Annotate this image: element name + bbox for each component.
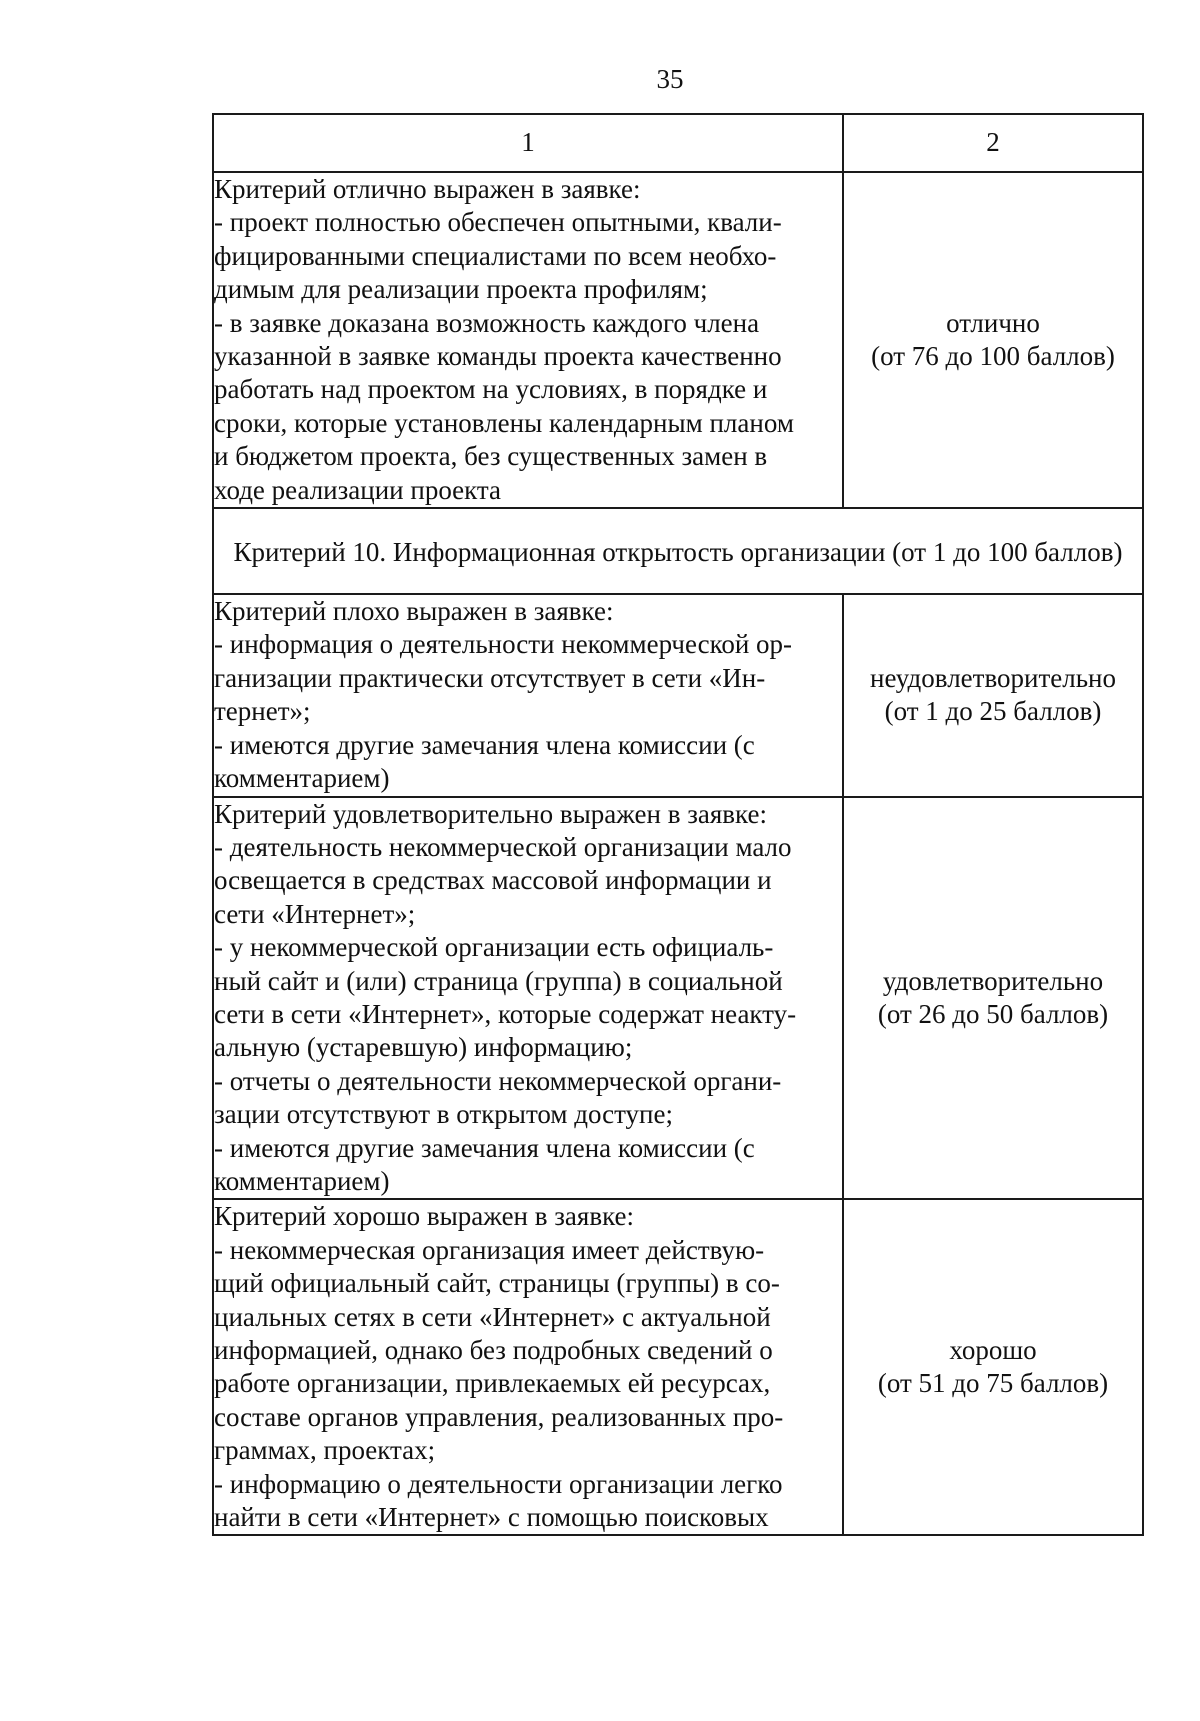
grade-range: (от 1 до 25 баллов) [884,696,1102,727]
criteria-table [212,113,1144,1536]
grade-cell [843,797,1143,1200]
criterion-line: найти в сети «Интернет» с помощью поисковых [214,1502,769,1533]
grade-cell [843,1199,1143,1535]
criterion-line: - некоммерческая организация имеет действую- [214,1234,765,1265]
table-row-excellent [213,172,1143,508]
criterion-line: комментарием) [214,763,390,794]
grade-label: удовлетворительно [882,965,1104,996]
criterion-line: фицированными специалистами по всем необхо- [214,240,777,271]
grade-label: отлично [946,307,1040,338]
criterion-line: зации отсутствуют в открытом доступе; [214,1099,673,1130]
criterion-line: ходе реализации проекта [214,474,502,505]
criterion-line: граммах, проектах; [214,1435,436,1466]
page-number: 35 [656,64,684,94]
criterion-line: тернет»; [214,696,311,727]
grade-cell [843,172,1143,508]
criterion-line: сети «Интернет»; [214,898,416,929]
header-col-2: 2 [843,114,1143,172]
criterion-line: работать над проектом на условиях, в порядке и [214,374,768,405]
criterion-line: освещается в средствах массовой информации и [214,865,772,896]
criterion-line: Критерий хорошо выражен в заявке: [214,1201,635,1232]
criterion-line: - в заявке доказана возможность каждого члена [214,307,760,338]
criterion-line: - деятельность некоммерческой организации мало [214,831,792,862]
grade-range: (от 51 до 75 баллов) [877,1368,1109,1399]
criterion-line: Критерий плохо выражен в заявке: [214,596,614,627]
criterion-line: и бюджетом проекта, без существенных замен в [214,441,768,472]
table-header-row [213,114,1143,172]
grade-label: хорошо [949,1335,1037,1365]
section-heading: Критерий 10. Информационная открытость организации (от 1 до 100 баллов) [213,508,1143,594]
criterion-line: сроки, которые установлены календарным планом [214,407,794,438]
header-col-1: 1 [213,114,843,172]
criterion-line: димым для реализации проекта профилям; [214,274,708,305]
criterion-description [213,594,843,796]
criterion-description [213,172,843,508]
criterion-line: - отчеты о деятельности некоммерческой органи- [214,1065,782,1096]
criterion-line: - имеются другие замечания члена комиссии (с [214,1132,755,1163]
criterion-line: информацией, однако без подробных сведений о [214,1335,773,1365]
grade-range: (от 76 до 100 баллов) [871,341,1115,372]
section-heading-row [213,508,1143,594]
table-row-satisfactory [213,797,1143,1200]
criterion-line: - проект полностью обеспечен опытными, квали- [214,207,782,238]
table-row-good [213,1199,1143,1535]
criterion-line: составе органов управления, реализованных про- [214,1401,784,1432]
criterion-line: Критерий отлично выражен в заявке: [214,174,641,204]
grade-label: неудовлетворительно [870,662,1116,693]
grade-cell [843,594,1143,796]
table-row-poor [213,594,1143,796]
criterion-line: - имеются другие замечания члена комиссии (с [214,729,755,760]
criterion-line: указанной в заявке команды проекта качественно [214,341,782,372]
criterion-line: - у некоммерческой организации есть официаль- [214,932,774,963]
criterion-line: щий официальный сайт, страницы (группы) в со- [214,1268,780,1299]
criterion-line: циальных сетях в сети «Интернет» с актуальной [214,1301,771,1332]
criterion-line: альную (устаревшую) информацию; [214,1032,633,1063]
criterion-line: сети в сети «Интернет», которые содержат неакту- [214,998,797,1029]
criterion-line: Критерий удовлетворительно выражен в заявке: [214,798,767,829]
criterion-line: ганизации практически отсутствует в сети «Ин- [214,662,766,693]
criterion-line: - информация о деятельности некоммерческой ор- [214,629,793,660]
grade-range: (от 26 до 50 баллов) [877,998,1109,1029]
criterion-line: ный сайт и (или) страница (группа) в социальной [214,965,783,996]
criterion-line: комментарием) [214,1165,390,1196]
criterion-description [213,1199,843,1535]
criterion-description [213,797,843,1200]
criterion-line: работе организации, привлекаемых ей ресурсах, [214,1368,771,1399]
criterion-line: - информацию о деятельности организации легко [214,1468,783,1499]
